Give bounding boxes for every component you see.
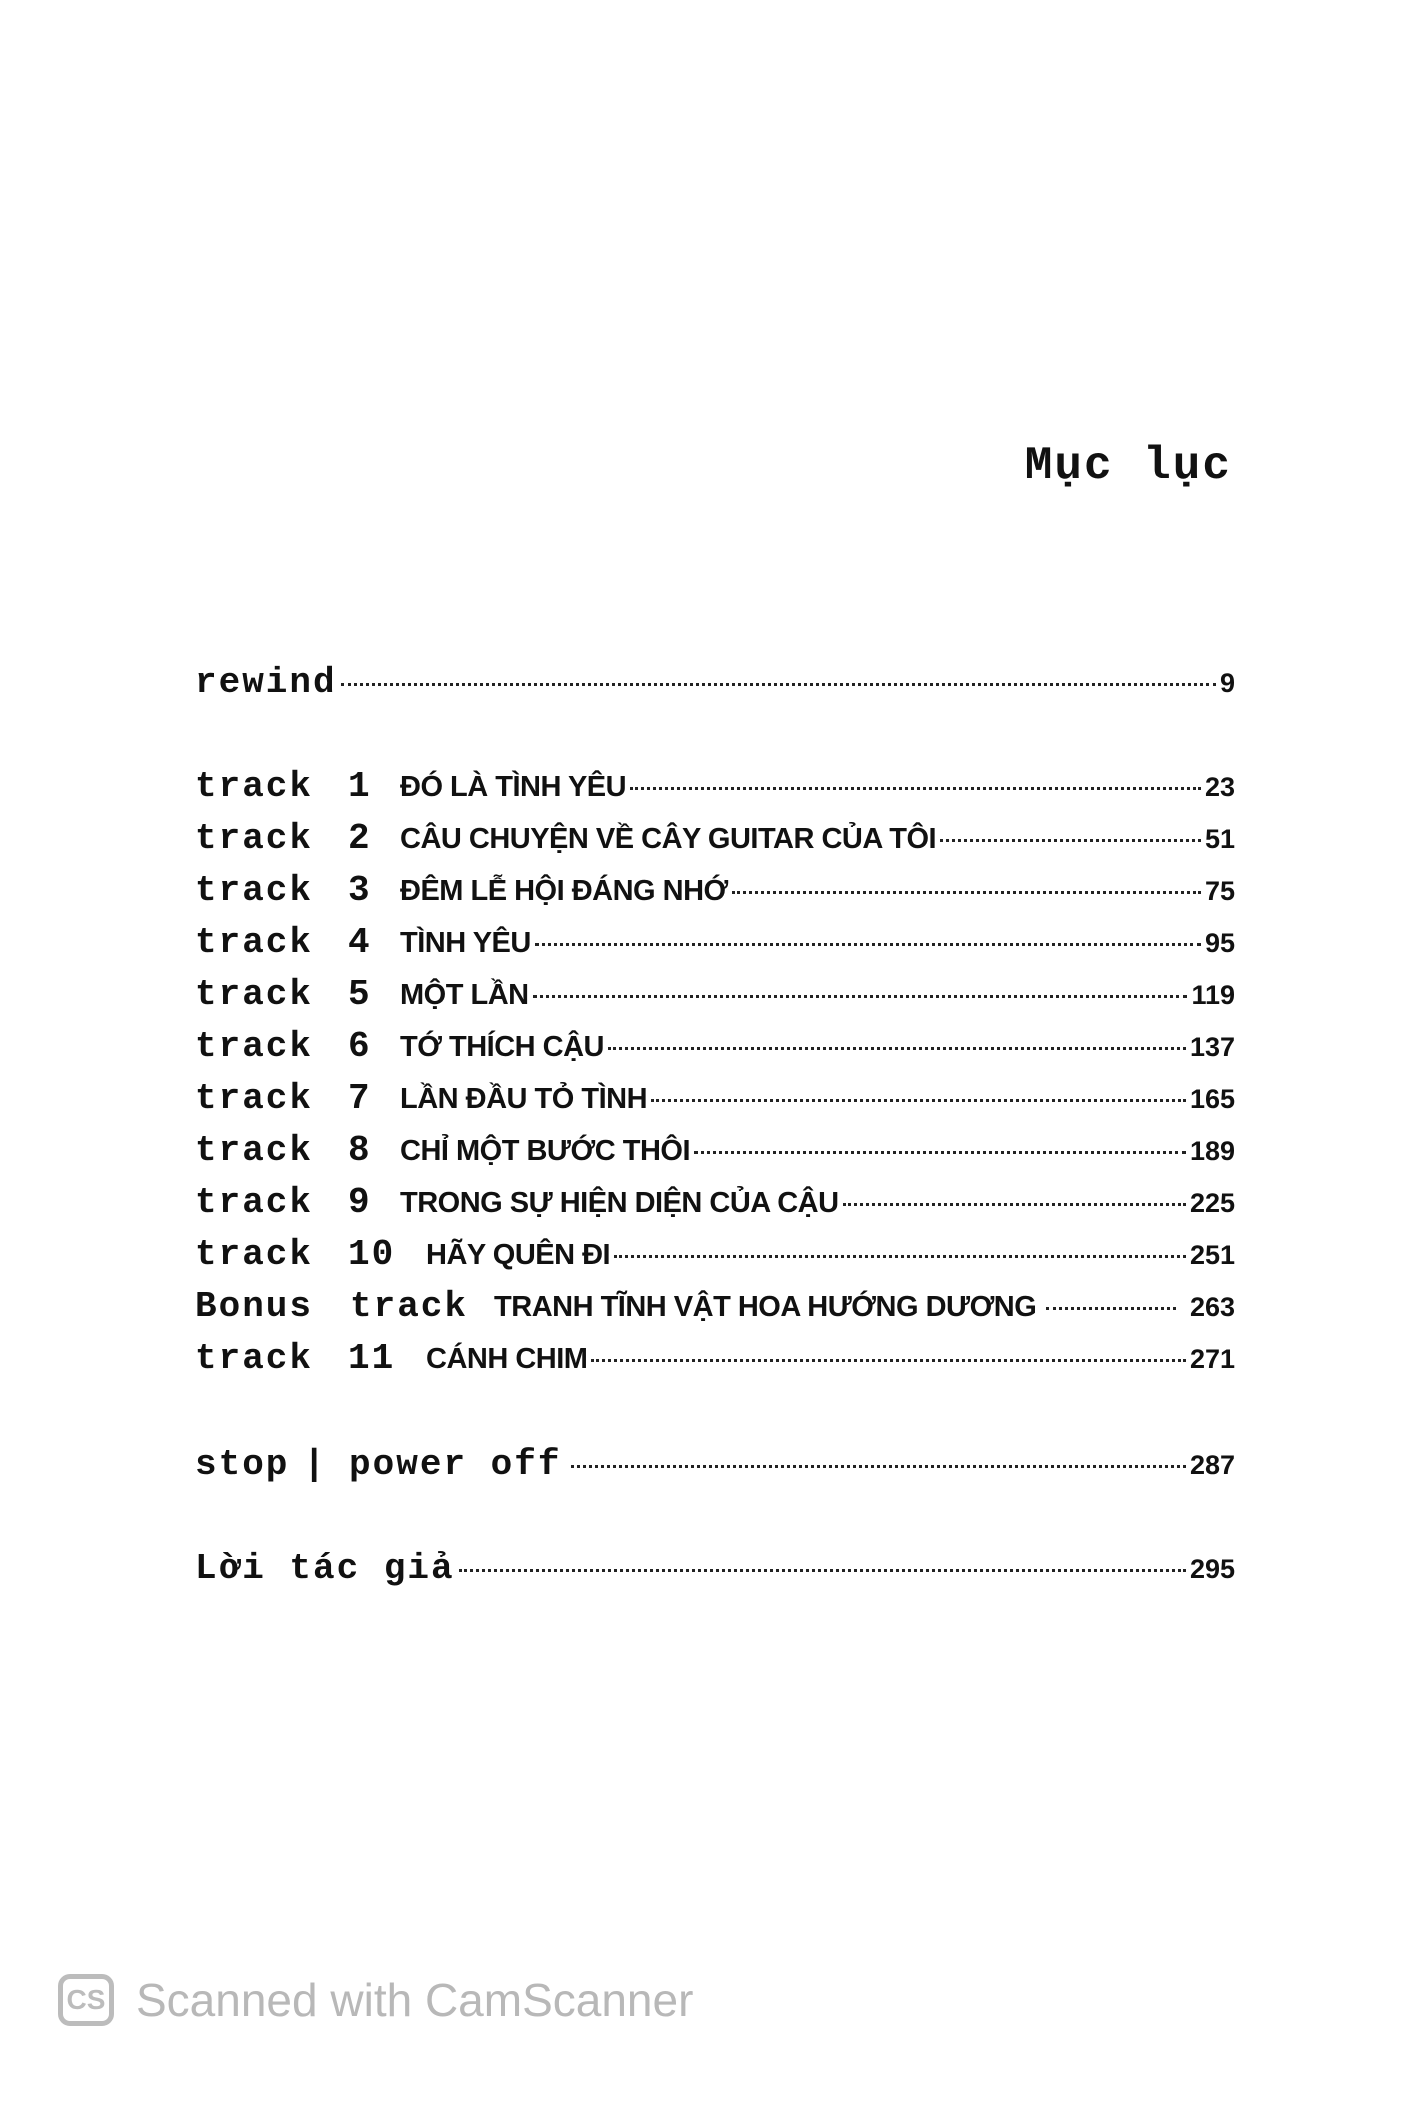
track-label: track	[350, 1286, 469, 1327]
separator: |	[303, 1444, 328, 1485]
page-number: 189	[1189, 1136, 1235, 1166]
page-number: 9	[1219, 668, 1235, 698]
track-label: track	[195, 1130, 314, 1171]
track-label: track	[195, 1078, 314, 1119]
toc-entry-track-5	[195, 974, 1235, 1026]
page-number: 287	[1189, 1450, 1235, 1480]
track-number: 10	[348, 1234, 396, 1275]
track-label: track	[195, 1182, 314, 1223]
track-number: 3	[348, 870, 372, 911]
toc-entry-track-11	[195, 1338, 1235, 1390]
chapter-title: CHỈ MỘT BƯỚC THÔI	[400, 1135, 690, 1167]
leader-dots	[732, 891, 1201, 894]
leader-dots	[614, 1255, 1186, 1258]
track-label: track	[195, 766, 314, 807]
track-number: 8	[348, 1130, 372, 1171]
leader-dots	[341, 683, 1216, 686]
chapter-title: CÂU CHUYỆN VỀ CÂY GUITAR CỦA TÔI	[400, 823, 937, 855]
track-label: track	[195, 1026, 314, 1067]
leader-dots	[571, 1465, 1185, 1468]
leader-dots	[533, 995, 1188, 998]
toc-entry-track-4	[195, 922, 1235, 974]
page-number: 51	[1204, 824, 1235, 854]
watermark-text: Scanned with CamScanner	[136, 1974, 694, 2026]
leader-dots	[535, 943, 1201, 946]
leader-dots	[459, 1569, 1186, 1572]
track-number: 6	[348, 1026, 372, 1067]
chapter-title: ĐÊM LỄ HỘI ĐÁNG NHỚ	[400, 875, 728, 907]
track-number: 2	[348, 818, 372, 859]
track-label: track	[195, 1338, 314, 1379]
page-number: 251	[1189, 1240, 1235, 1270]
track-number: 7	[348, 1078, 372, 1119]
page-title: Mục lục	[1024, 440, 1232, 492]
leader-dots	[591, 1359, 1186, 1362]
chapter-title: MỘT LẦN	[400, 979, 529, 1011]
toc-entry-track-8	[195, 1130, 1235, 1182]
toc-entry-track-9	[195, 1182, 1235, 1234]
chapter-title: TRONG SỰ HIỆN DIỆN CỦA CẬU	[400, 1187, 839, 1219]
leader-dots	[843, 1203, 1186, 1206]
track-label: track	[195, 818, 314, 859]
toc-entry-author-note	[195, 1548, 1235, 1600]
toc-entry-rewind	[195, 662, 1235, 714]
camscanner-logo-icon: CS	[58, 1974, 114, 2026]
page-number: 271	[1189, 1344, 1235, 1374]
track-number: 1	[348, 766, 372, 807]
track-label: track	[195, 870, 314, 911]
chapter-title: TỚ THÍCH CẬU	[400, 1031, 604, 1063]
toc-entry-track-7	[195, 1078, 1235, 1130]
toc-entry-track-10	[195, 1234, 1235, 1286]
page-number: 23	[1204, 772, 1235, 802]
camscanner-watermark	[58, 1973, 693, 2027]
page-number: 165	[1189, 1084, 1235, 1114]
track-label: track	[195, 1234, 314, 1275]
leader-dots	[630, 787, 1201, 790]
page-number: 263	[1189, 1292, 1235, 1322]
track-number: 9	[348, 1182, 372, 1223]
chapter-title: LẦN ĐẦU TỎ TÌNH	[400, 1083, 648, 1115]
toc-entry-track-6	[195, 1026, 1235, 1078]
toc-entry-stop	[195, 1444, 1235, 1496]
page-number: 119	[1191, 980, 1235, 1010]
toc-entry-track-2	[195, 818, 1235, 870]
page-number: 75	[1204, 876, 1235, 906]
entry-label: stop	[195, 1444, 290, 1485]
leader-dots	[940, 839, 1201, 842]
entry-label: rewind	[195, 662, 337, 703]
leader-dots	[608, 1047, 1186, 1050]
track-label: track	[195, 974, 314, 1015]
leader-dots	[1046, 1307, 1176, 1310]
chapter-title: CÁNH CHIM	[426, 1343, 588, 1375]
page-number: 225	[1189, 1188, 1235, 1218]
toc-entry-bonus-track	[195, 1286, 1235, 1338]
chapter-title: ĐÓ LÀ TÌNH YÊU	[400, 771, 627, 803]
chapter-title: TRANH TĨNH VẬT HOA HƯỚNG DƯƠNG	[494, 1291, 1037, 1323]
toc-entry-track-3	[195, 870, 1235, 922]
track-label: track	[195, 922, 314, 963]
entry-label: power off	[349, 1444, 562, 1485]
page-number: 295	[1189, 1554, 1235, 1584]
track-number: 4	[348, 922, 372, 963]
leader-dots	[651, 1099, 1186, 1102]
track-number: 11	[348, 1338, 396, 1379]
chapter-title: TÌNH YÊU	[400, 927, 531, 959]
entry-label: Lời tác giả	[195, 1548, 455, 1589]
bonus-label: Bonus	[195, 1286, 314, 1327]
chapter-title: HÃY QUÊN ĐI	[426, 1239, 611, 1271]
toc-entry-track-1	[195, 766, 1235, 818]
page-number: 137	[1189, 1032, 1235, 1062]
page-number: 95	[1204, 928, 1235, 958]
track-number: 5	[348, 974, 372, 1015]
leader-dots	[694, 1151, 1186, 1154]
